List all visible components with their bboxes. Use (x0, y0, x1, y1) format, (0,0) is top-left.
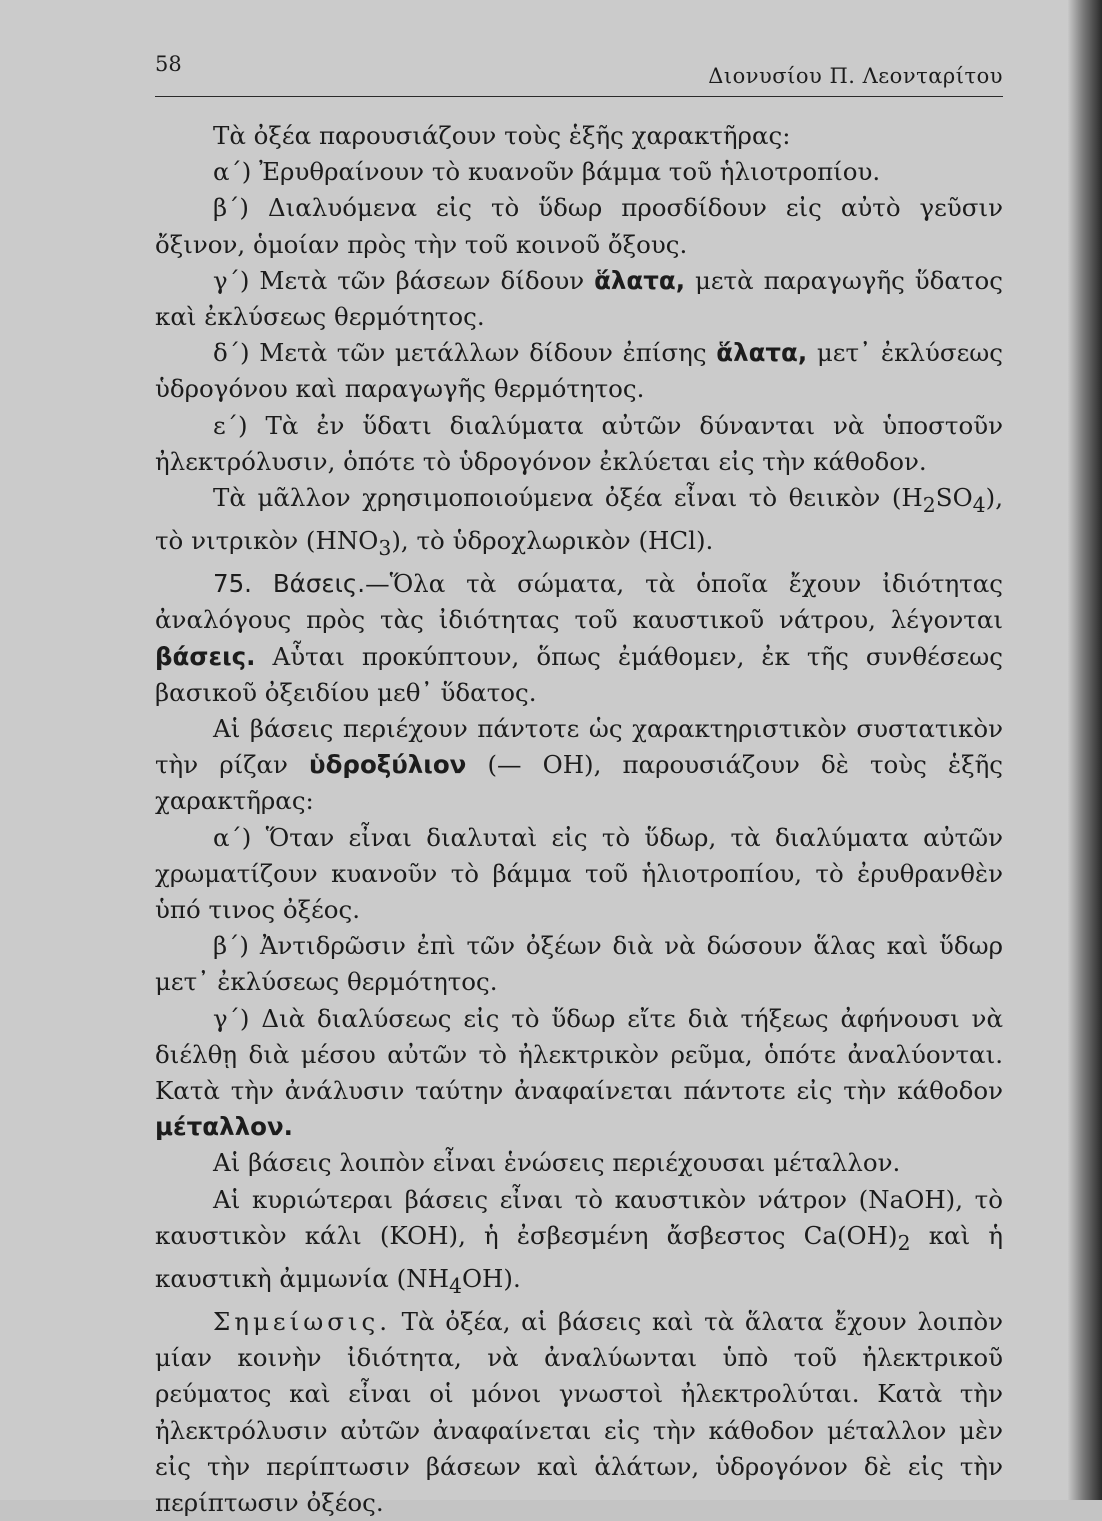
paragraph-base-property-b: β΄) Ἀντιδρῶσιν ἐπὶ τῶν ὀξέων διὰ νὰ δώσουν ἅλας καὶ ὕδωρ μετ᾽ ἐκλύσεως θερμότητος. (155, 931, 1003, 997)
paragraph-acid-property-d: δ΄) Μετὰ τῶν μετάλλων δίδουν ἐπίσης ἅλατα, μετ᾽ ἐκλύσεως ὑδρογόνου καὶ παραγωγῆς θερμότητος. (155, 338, 1003, 404)
term-metal: μέταλλον. (155, 1112, 293, 1142)
paragraph-main-bases: Αἱ κυριώτεραι βάσεις εἶναι τὸ καυστικὸν νάτρον (NaOH), τὸ καυστικὸν κάλι (KOH), ἡ ἐσβεσμένη ἄσβεστος $Ca(OH)_2$ καὶ ἡ καυστικὴ ἀμμωνία $(NH_4OH)$. (155, 1184, 1003, 1298)
paragraph-acids-intro: Τὰ ὀξέα παρουσιάζουν τοὺς ἑξῆς χαρακτῆρας: (213, 121, 791, 150)
page-body (155, 118, 1003, 1521)
section-number: 75. (213, 569, 252, 599)
page-number: 58 (155, 52, 182, 76)
term-salts: ἅλατα, (716, 338, 808, 368)
term-hydroxyl: ὑδροξύλιον (309, 750, 467, 780)
paragraph-common-acids: Τὰ μᾶλλον χρησιμοποιούμενα ὀξέα εἶναι τὸ θειικὸν $(H_2SO_4)$, τὸ νιτρικὸν $(HNO_3)$, τὸ ὑδροχλωρικὸν (HCl). (155, 483, 1003, 561)
page-header (155, 52, 1003, 100)
paragraph-base-property-a: α΄) Ὅταν εἶναι διαλυταὶ εἰς τὸ ὕδωρ, τὰ διαλύματα αὐτῶν χρωματίζουν κυανοῦν τὸ βάμμα τοῦ ἡλιοτροπίου, τὸ ἐρυθρανθὲν ὑπό τινος ὀξέος. (155, 822, 1003, 925)
paragraph-acid-property-c: γ΄) Μετὰ τῶν βάσεων δίδουν ἅλατα, μετὰ παραγωγῆς ὕδατος καὶ ἐκλύσεως θερμότητος. (155, 265, 1003, 332)
paragraph-acid-property-e: ε΄) Τὰ ἐν ὕδατι διαλύματα αὐτῶν δύνανται νὰ ὑποστοῦν ἠλεκτρόλυσιν, ὁπότε τὸ ὑδρογόνον ἐκλύεται εἰς τὴν κάθοδον. (155, 410, 1003, 476)
header-rule (155, 96, 1003, 97)
note-label: Σημείωσις. (213, 1307, 392, 1337)
page-edge-shadow (1068, 0, 1102, 1500)
paragraph-hydroxyl: Αἱ βάσεις περιέχουν πάντοτε ὡς χαρακτηριστικὸν συστατικὸν τὴν ρίζαν ὑδροξύλιον (— OH), παρουσιάζουν δὲ τοὺς ἑξῆς χαρακτῆρας: (155, 714, 1003, 816)
term-salts: ἅλατα, (594, 265, 686, 295)
paragraph-bases-definition: 75. Βάσεις.—Ὅλα τὰ σώματα, τὰ ὁποῖα ἔχουν ἰδιότητας ἀναλόγους πρὸς τὰς ἰδιότητας τοῦ καυστικοῦ νάτρου, λέγονται βάσεις. Αὗται προκύπτουν, ὅπως ἐμάθομεν, ἐκ τῆς συνθέσεως βασικοῦ ὀξειδίου μεθ᾽ ὕδατος. (155, 569, 1003, 707)
running-head: Διονυσίου Π. Λεονταρίτου (708, 64, 1003, 88)
section-title: Βάσεις. (272, 569, 366, 599)
paragraph-base-property-c: γ΄) Διὰ διαλύσεως εἰς τὸ ὕδωρ εἴτε διὰ τήξεως ἀφήνουσι νὰ διέλθῃ διὰ μέσου αὐτῶν τὸ ἠλεκτρικὸν ρεῦμα, ὁπότε ἀναλύονται. Κατὰ τὴν ἀνάλυσιν ταύτην ἀναφαίνεται πάντοτε εἰς τὴν κάθοδον μέταλλον. (155, 1003, 1003, 1142)
term-bases: βάσεις. (155, 641, 256, 671)
paragraph-acid-property-a: α΄) Ἐρυθραίνουν τὸ κυανοῦν βάμμα τοῦ ἡλιοτροπίου. (213, 157, 881, 187)
paragraph-bases-contain-metal: Αἱ βάσεις λοιπὸν εἶναι ἑνώσεις περιέχουσαι μέταλλον. (213, 1148, 901, 1178)
paragraph-acid-property-b: β΄) Διαλυόμενα εἰς τὸ ὕδωρ προσδίδουν εἰς αὐτὸ γεῦσιν ὄξινον, ὁμοίαν πρὸς τὴν τοῦ κοινοῦ ὄξους. (155, 193, 1003, 259)
paragraph-note: Σημείωσις. Τὰ ὀξέα, αἱ βάσεις καὶ τὰ ἅλατα ἔχουν λοιπὸν μίαν κοινὴν ἰδιότητα, νὰ ἀναλύωνται ὑπὸ τοῦ ἠλεκτρικοῦ ρεύματος καὶ εἶναι οἱ μόνοι γνωστοὶ ἠλεκτρολύται. Κατὰ τὴν ἠλεκτρόλυσιν αὐτῶν ἀναφαίνεται εἰς τὴν κάθοδον μέταλλον μὲν εἰς τὴν περίπτωσιν βάσεων καὶ ἁλάτων, ὑδρογόνον δὲ εἰς τὴν περίπτωσιν ὀξέος. (155, 1307, 1003, 1518)
